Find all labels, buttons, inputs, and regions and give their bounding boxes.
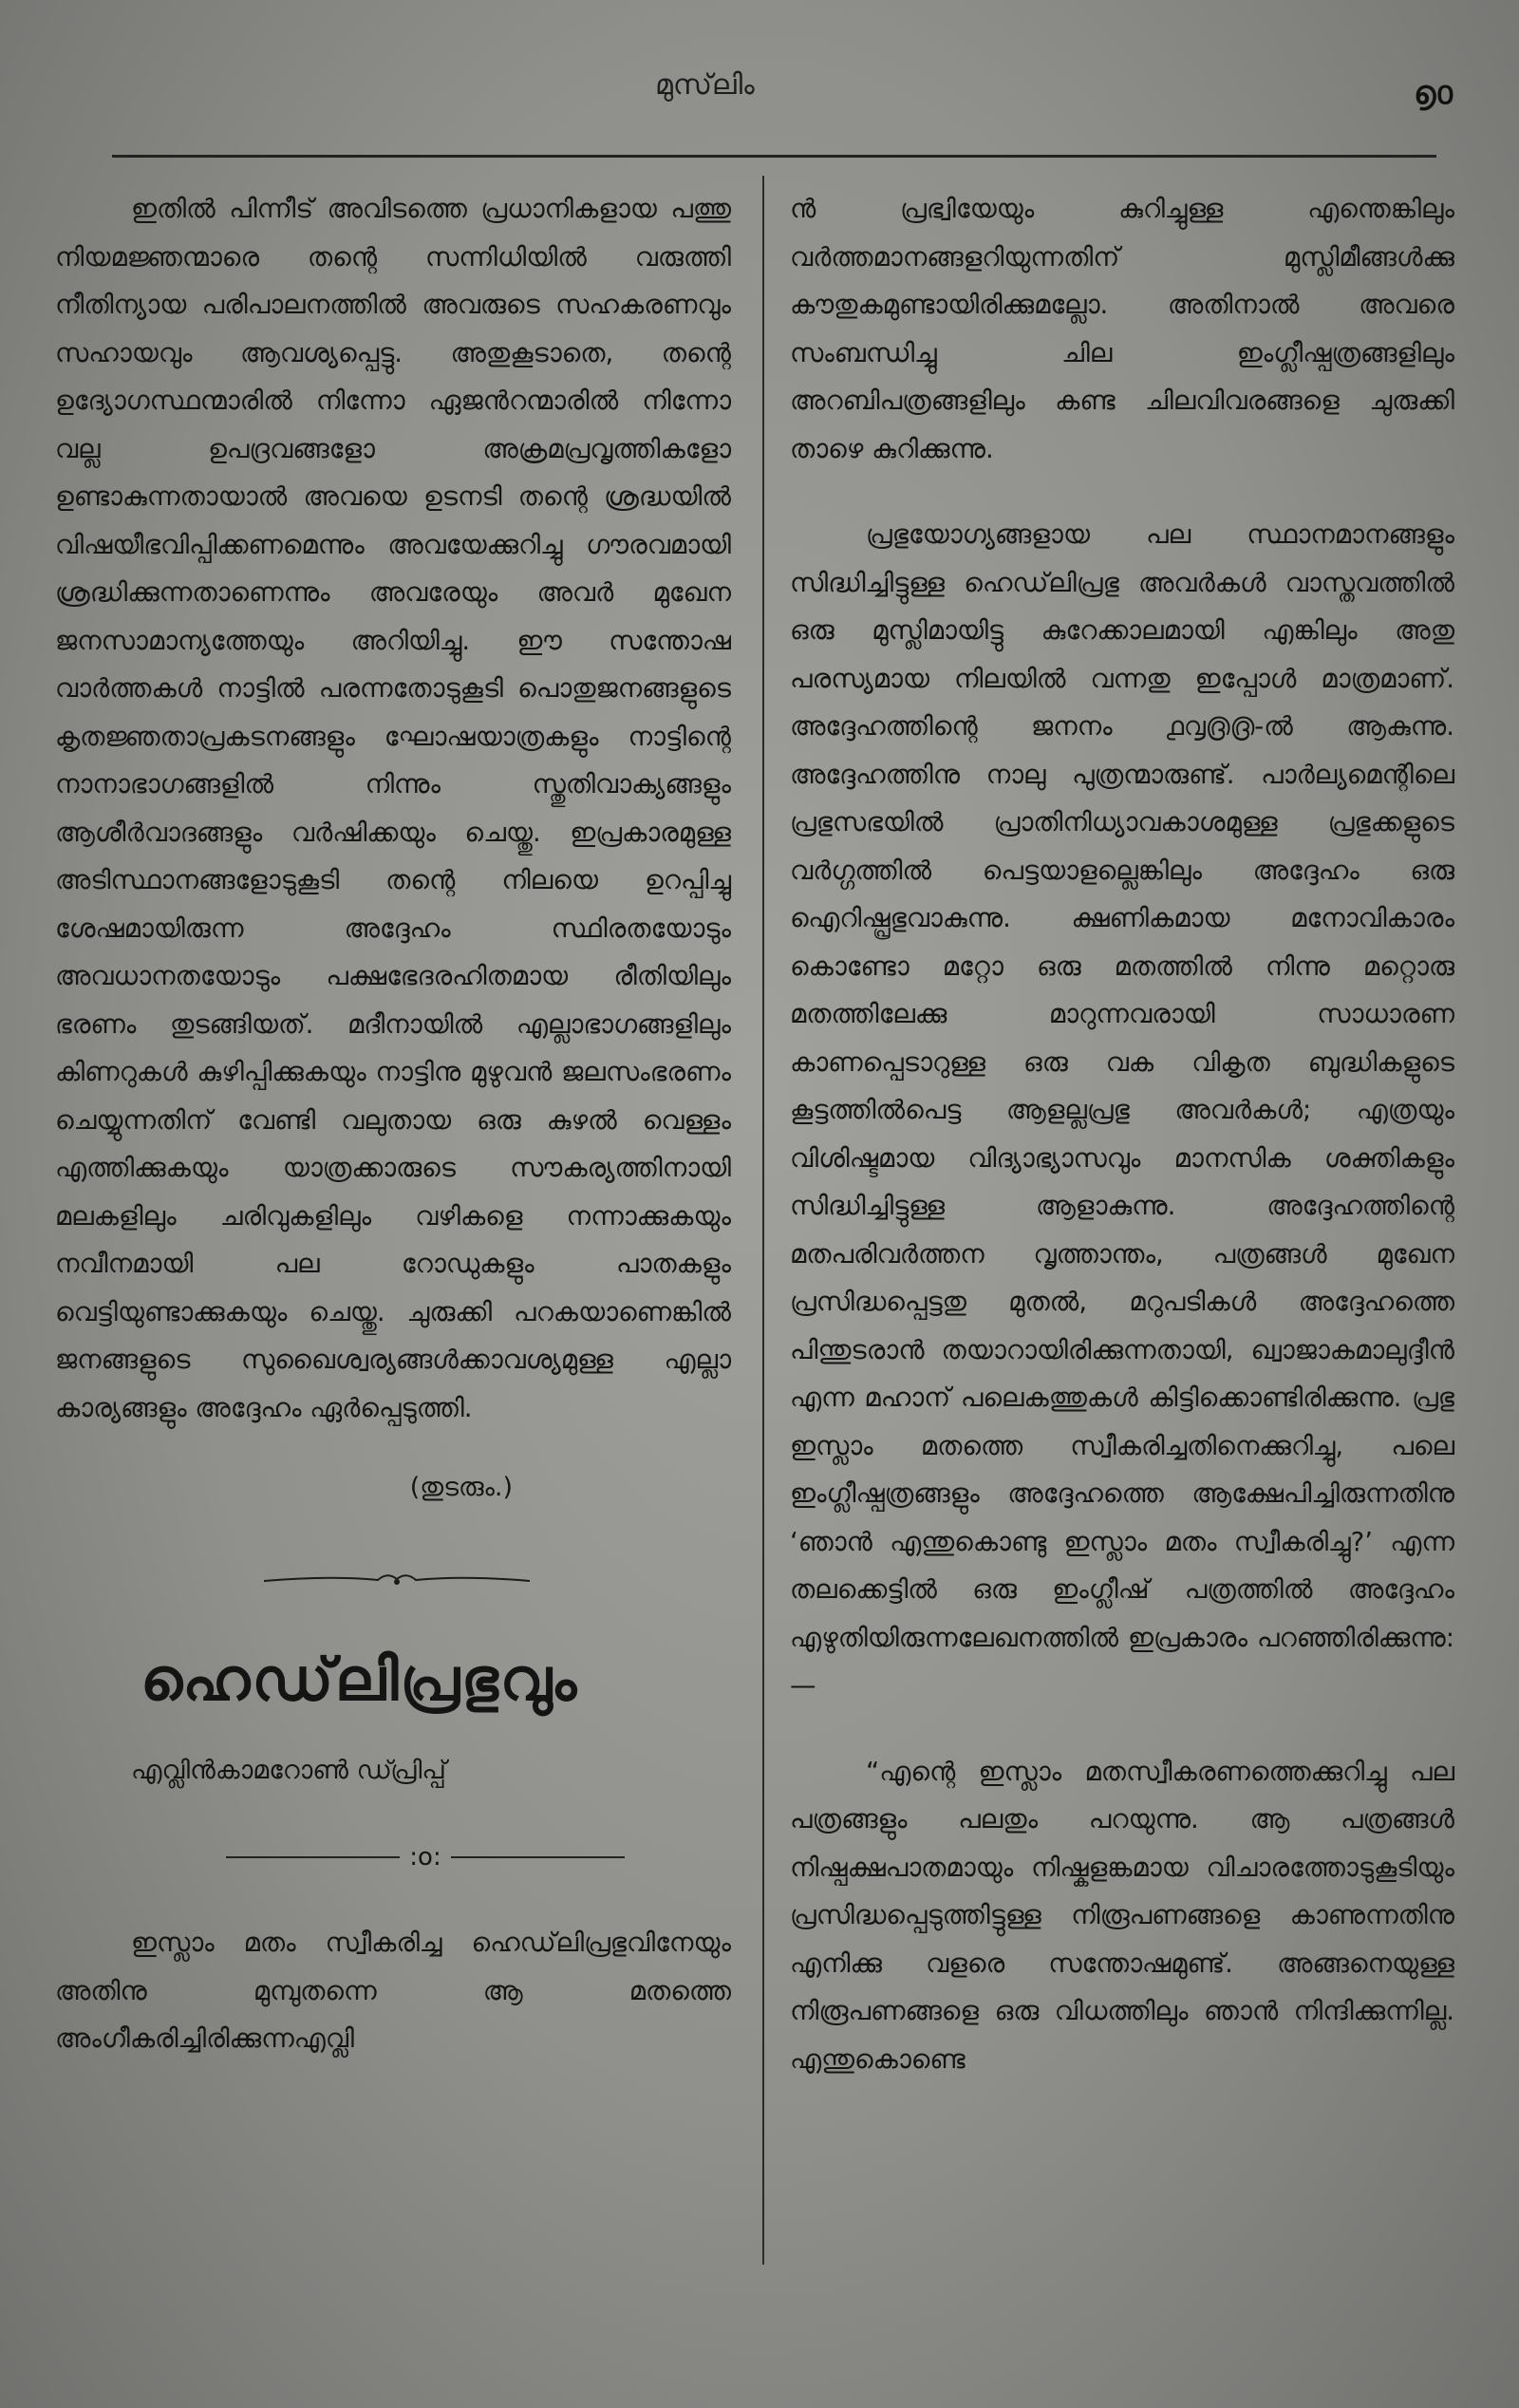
right-paragraph-1: ൻ പ്രഭ്വിയേയും കുറിച്ചുള്ള എന്തെങ്കിലും വർത്തമാനങ്ങളറിയുന്നതിന് മുസ്ലിമീങ്ങൾക്കു കൗതുകമുണ്ടായിരിക്കുമല്ലോ. അതിനാൽ അവരെ സംബന്ധിച്ചു ചില ഇംഗ്ലീഷ്പത്രങ്ങളിലും അറബിപത്രങ്ങളിലും കണ്ട ചിലവിവരങ്ങളെ ചുരുക്കി താഴെ കുറിക്കുന്നു. — [790, 194, 1454, 464]
section-separator — [226, 1834, 625, 1882]
right-paragraph-3: “എന്റെ ഇസ്ലാം മതസ്വീകരണത്തെക്കുറിച്ചു പല പത്രങ്ങളും പലതും പറയുന്നു. ആ പത്രങ്ങൾ നിഷ്പക്ഷപാതമായും നിഷ്കളങ്കമായ വിചാരത്തോടുകൂടിയും പ്രസിദ്ധപ്പെടുത്തിട്ടുള്ള നിരൂപണങ്ങളെ കാണുന്നതിനു എനിക്കു വളരെ സന്തോഷമുണ്ട്. അങ്ങനെയുള്ള നിരൂപണങ്ങളെ ഒരു വിധത്തിലും ഞാൻ നിന്ദിക്കുന്നില്ല. എന്തുകൊണ്ടെ — [790, 1756, 1454, 2075]
continued-note: (തുടരും.) — [409, 1473, 513, 1502]
page-number: ൭൦ — [1414, 74, 1453, 112]
article-title: ഹെഡ്‌ലിപ്രഭുവും — [141, 1644, 579, 1714]
left-paragraph-1: ഇതിൽ പിന്നീട് അവിടത്തെ പ്രധാനികളായ പത്തു നിയമജ്ഞന്മാരെ തന്റെ സന്നിധിയിൽ വരുത്തി നീതിന്യായ പരിപാലനത്തിൽ അവരുടെ സഹകരണവും സഹായവും ആവശ്യപ്പെട്ടു. അതുകൂടാതെ, തന്റെ ഉദ്യോഗസ്ഥന്മാരിൽ നിന്നോ ഏജൻറന്മാരിൽ നിന്നോ വല്ല ഉപദ്രവങ്ങളോ അക്രമപ്രവൃത്തികളോ ഉണ്ടാകുന്നതായാൽ അവയെ ഉടനടി തന്റെ ശ്രദ്ധയിൽ വിഷയീഭവിപ്പിക്കണമെന്നും അവയേക്കുറിച്ചു ഗൗരവമായി ശ്രദ്ധിക്കുന്നതാണെന്നും അവരേയും അവർ മുഖേന ജനസാമാന്യത്തേയും അറിയിച്ചു. ഈ സന്തോഷ വാർത്തകൾ നാട്ടിൽ പരന്നതോടുകൂടി പൊതുജനങ്ങളുടെ കൃതജ്ഞതാപ്രകടനങ്ങളും ഘോഷയാത്രകളും നാട്ടിന്റെ നാനാഭാഗങ്ങളിൽ നിന്നും സ്തുതിവാക്യങ്ങളും ആശീർവാദങ്ങളും വർഷിക്കയും ചെയ്തു. ഇപ്രകാരമുള്ള അടിസ്ഥാനങ്ങളോടുകൂടി തന്റെ നിലയെ ഉറപ്പിച്ചു ശേഷമായിരുന്ന അദ്ദേഹം സ്ഥിരതയോടും അവധാനതയോടും പക്ഷഭേദരഹിതമായ രീതിയിലും ഭരണം തുടങ്ങിയത്. മദീനായിൽ എല്ലാഭാഗങ്ങളിലും കിണറുകൾ കുഴിപ്പിക്കുകയും നാട്ടിനു മുഴുവൻ ജലസംഭരണം ചെയ്യുന്നതിന് വേണ്ടി വലുതായ ഒരു കുഴൽ വെള്ളം എത്തിക്കുകയും യാത്രക്കാരുടെ സൗകര്യത്തിനായി മലകളിലും ചരിവുകളിലും വഴികളെ നന്നാക്കുകയും നവീനമായി പല റോഡുകളും പാതകളും വെട്ടിയുണ്ടാക്കുകയും ചെയ്തു. ചുരുക്കി പറകയാണെങ്കിൽ ജനങ്ങളുടെ സുഖൈശ്വര്യങ്ങൾക്കാവശ്യമുള്ള എല്ലാ കാര്യങ്ങളും അദ്ദേഹം ഏർപ്പെടുത്തി. — [55, 194, 731, 1423]
ornament-divider — [264, 1570, 530, 1589]
separator-mark: :o: — [409, 1842, 441, 1872]
left-paragraph-2: ഇസ്ലാം മതം സ്വീകരിച്ച ഹെഡ്‌ലിപ്രഭുവിനേയും അതിനു മുമ്പുതന്നെ ആ മതത്തെ അംഗീകരിച്ചിരിക്കുന്നഎവ്ലി — [55, 1928, 731, 2054]
right-paragraph-2: പ്രഭുയോഗ്യങ്ങളായ പല സ്ഥാനമാനങ്ങളും സിദ്ധിച്ചിട്ടുള്ള ഹെഡ്‌ലിപ്രഭു അവർകൾ വാസ്തവത്തിൽ ഒരു മുസ്ലിമായിട്ടു കുറേക്കാലമായി എങ്കിലും അതു പരസ്യമായ നിലയിൽ വന്നതു ഇപ്പോൾ മാത്രമാണ്. അദ്ദേഹത്തിന്റെ ജനനം ൧൮൫൫-ൽ ആകുന്നു. അദ്ദേഹത്തിനു നാലു പുത്രന്മാരുണ്ട്. പാർല്യമെന്റിലെ പ്രഭുസഭയിൽ പ്രാതിനിധ്യാവകാശമുള്ള പ്രഭുക്കളുടെ വർഗ്ഗത്തിൽ പെട്ടയാളല്ലെങ്കിലും അദ്ദേഹം ഒരു ഐറിഷ്പ്രഭുവാകുന്നു. ക്ഷണികമായ മനോവികാരം കൊണ്ടോ മറ്റോ ഒരു മതത്തിൽ നിന്നു മറ്റൊരു മതത്തിലേക്കു മാറുന്നവരായി സാധാരണ കാണപ്പെടാറുള്ള ഒരു വക വികൃത ബുദ്ധികളുടെ കൂട്ടത്തിൽപെട്ട ആളല്ലപ്രഭു അവർകൾ; എത്രയും വിശിഷ്ടമായ വിദ്യാഭ്യാസവും മാനസിക ശക്തികളും സിദ്ധിച്ചിട്ടുള്ള ആളാകുന്നു. അദ്ദേഹത്തിന്റെ മതപരിവർത്തന വൃത്താന്തം, പത്രങ്ങൾ മുഖേന പ്രസിദ്ധപ്പെട്ടതു മുതൽ, മറുപടികൾ അദ്ദേഹത്തെ പിന്തുടരാൻ തയാറായിരിക്കുന്നതായി, ഖ്വാജാകമാലുദ്ദീൻ എന്ന മഹാന് പലെകത്തുകൾ കിട്ടിക്കൊണ്ടിരിക്കുന്നു. പ്രഭു ഇസ്ലാം മതത്തെ സ്വീകരിച്ചതിനെക്കുറിച്ചു, പലെ ഇംഗ്ലീഷ്പത്രങ്ങളും അദ്ദേഹത്തെ ആക്ഷേപിച്ചിരുന്നതിനു ‘ഞാൻ എന്തുകൊണ്ടു ഇസ്ലാം മതം സ്വീകരിച്ചു?’ എന്ന തലക്കെട്ടിൽ ഒരു ഇംഗ്ലീഷ് പത്രത്തിൽ അദ്ദേഹം എഴുതിയിരുന്നലേഖനത്തിൽ ഇപ്രകാരം പറഞ്ഞിരിക്കുന്നു:— — [790, 519, 1454, 1701]
header-rule — [112, 155, 1436, 158]
right-column — [790, 185, 1454, 2083]
column-divider — [762, 176, 764, 2265]
left-column — [55, 185, 731, 2063]
separator-line-right — [451, 1856, 625, 1858]
running-title: മുസ്‌ലിം — [655, 68, 755, 102]
article-byline: എവ്ലിൻകാമറോൺ ഡ്പ്രിപ്പ് — [131, 1755, 446, 1785]
page-header — [0, 68, 1519, 125]
separator-line-left — [226, 1856, 400, 1858]
